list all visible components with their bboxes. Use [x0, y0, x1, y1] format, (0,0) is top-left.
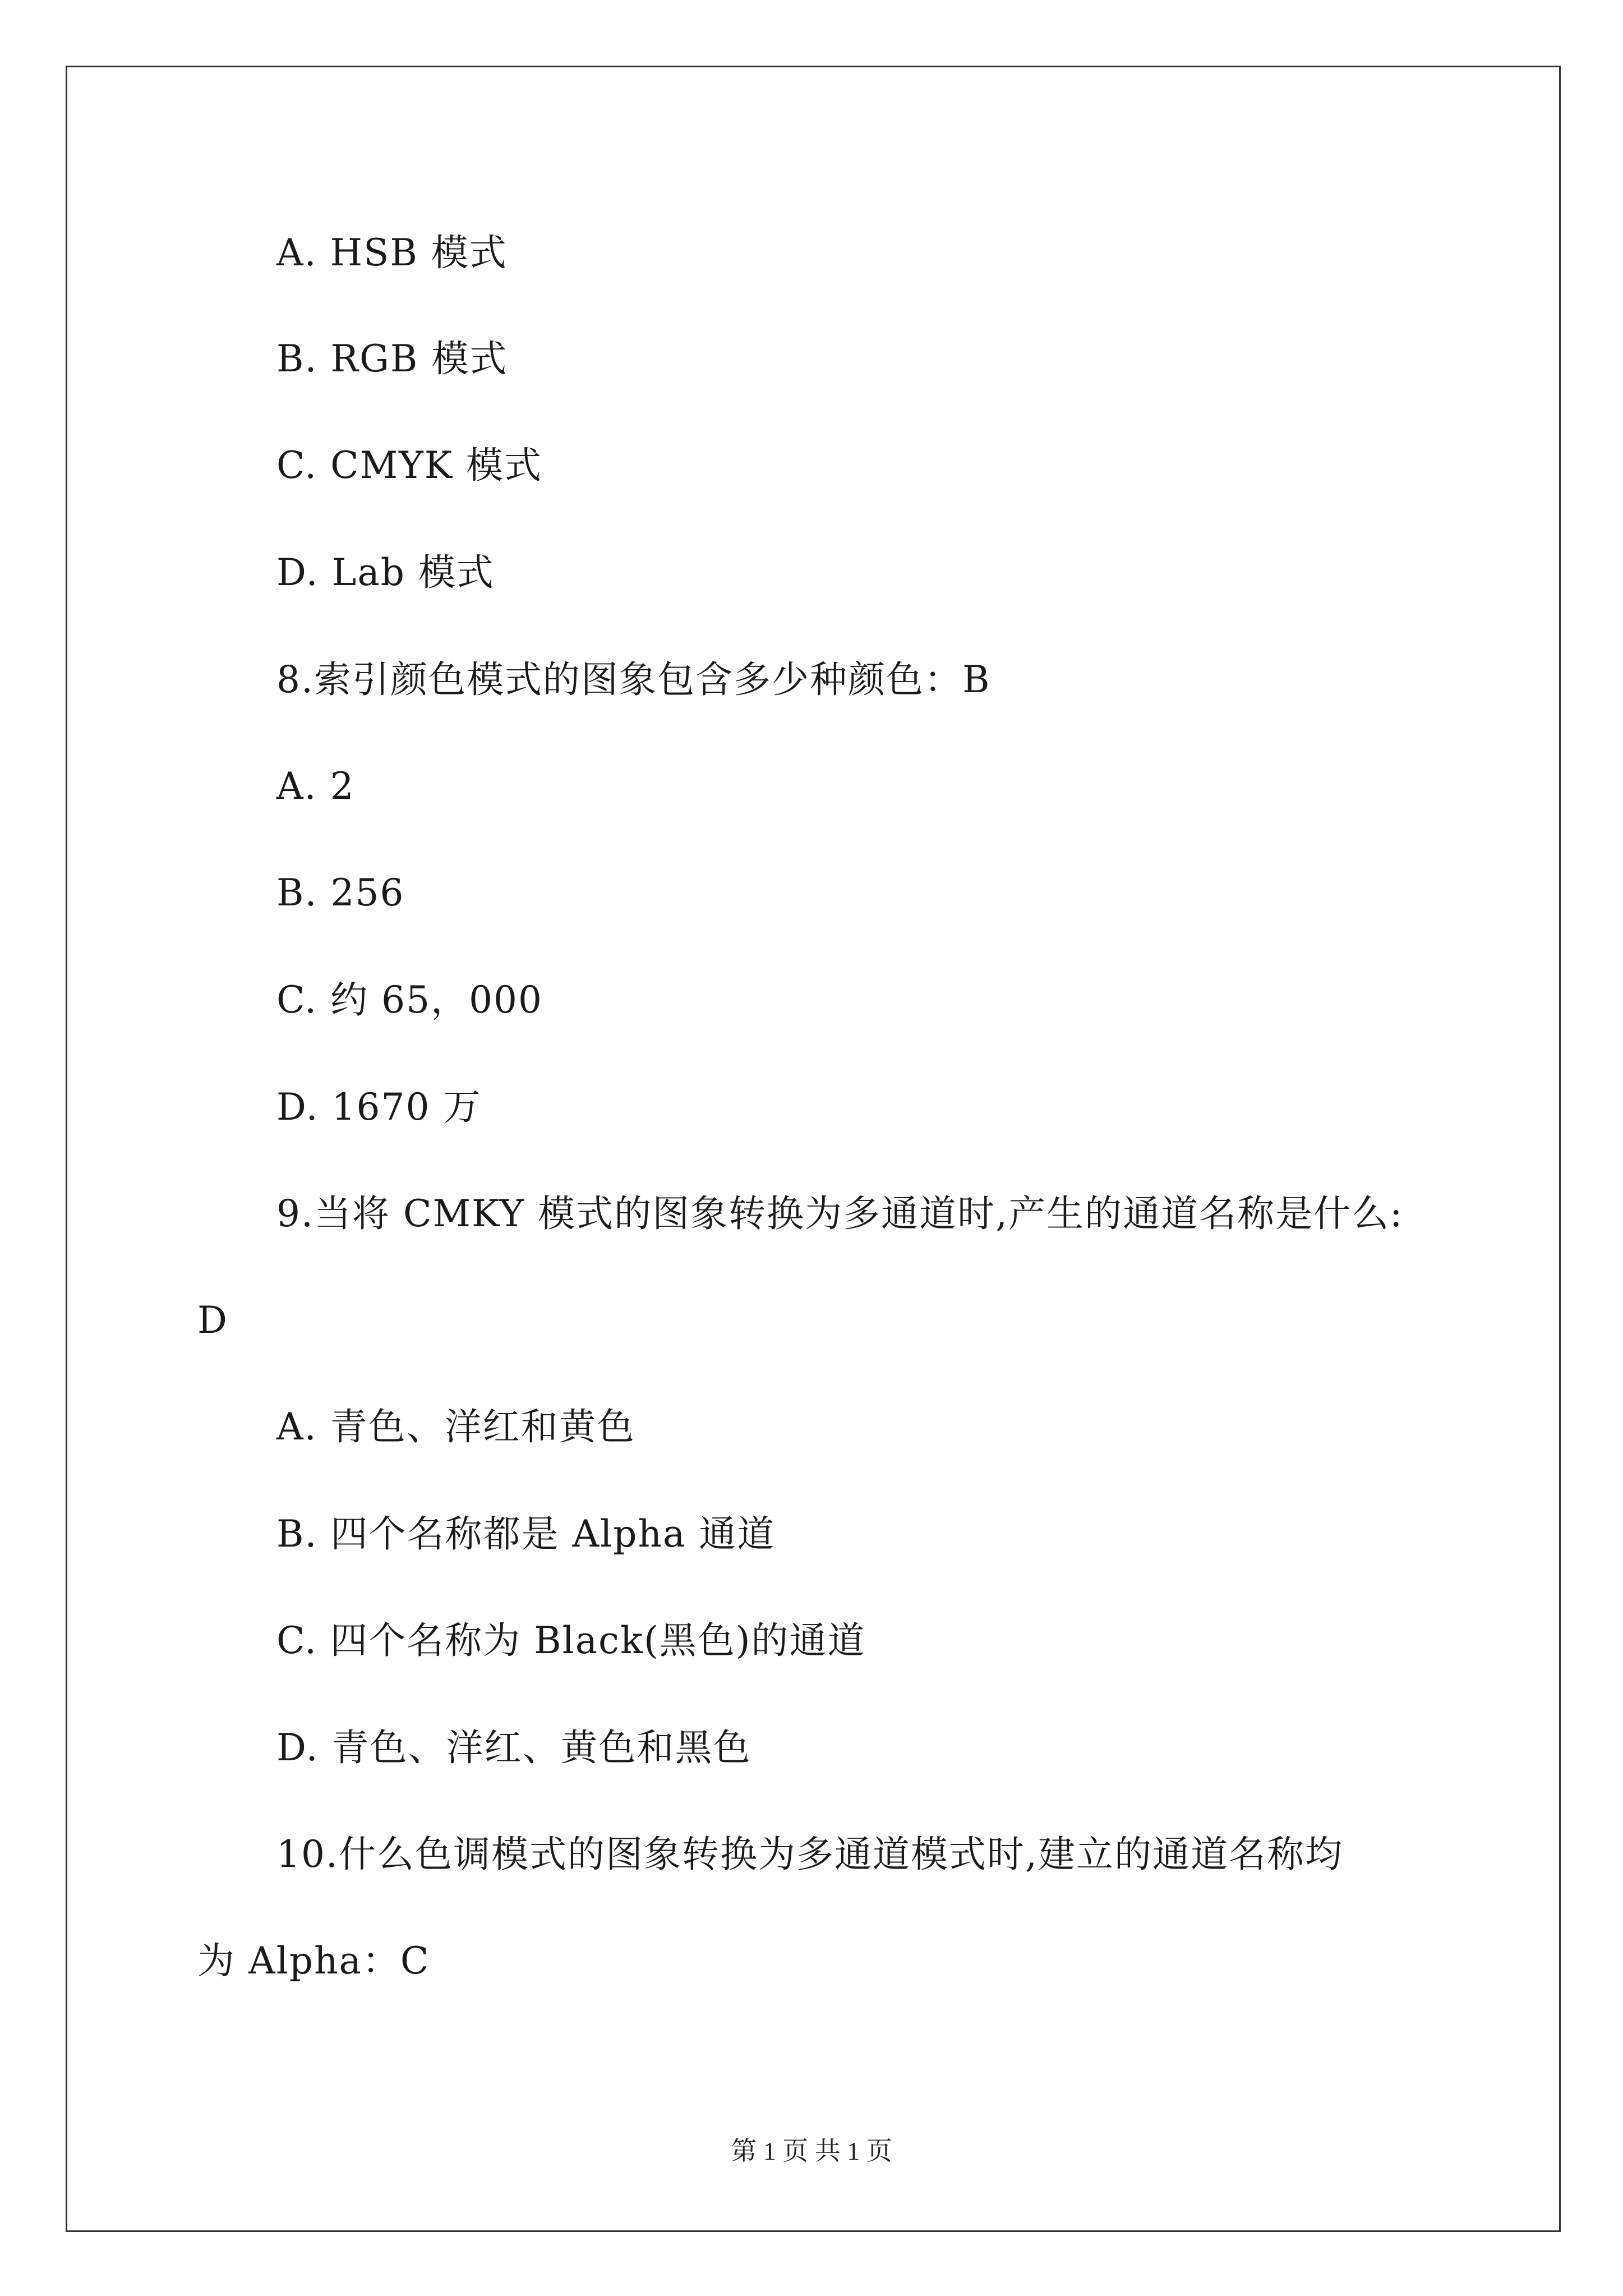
page-border: [66, 66, 1561, 2232]
q9-option-a: A. 青色、洋红和黄色: [276, 1405, 635, 1448]
q8-question: 8.索引颜色模式的图象包含多少种颜色：B: [276, 658, 991, 701]
page-number: 第 1 页 共 1 页: [731, 2137, 892, 2165]
q8-option-c: C. 约 65，000: [276, 978, 543, 1022]
q7-option-b: B. RGB 模式: [276, 337, 508, 380]
q7-option-a: A. HSB 模式: [276, 231, 508, 274]
q7-option-c: C. CMYK 模式: [276, 444, 543, 487]
q8-option-a: A. 2: [276, 765, 355, 808]
q9-option-d: D. 青色、洋红、黄色和黑色: [276, 1726, 751, 1769]
q10-question: 10.什么色调模式的图象转换为多通道模式时,建立的通道名称均: [276, 1833, 1343, 1876]
q9-question: 9.当将 CMKY 模式的图象转换为多通道时,产生的通道名称是什么:: [276, 1192, 1404, 1235]
q9-option-b: B. 四个名称都是 Alpha 通道: [276, 1512, 776, 1556]
q8-option-d: D. 1670 万: [276, 1085, 482, 1129]
q7-option-d: D. Lab 模式: [276, 551, 495, 594]
q8-option-b: B. 256: [276, 871, 405, 914]
q10-question-continued: 为 Alpha：C: [197, 1939, 430, 1982]
q9-answer: D: [197, 1299, 228, 1342]
q9-option-c: C. 四个名称为 Black(黑色)的通道: [276, 1619, 866, 1662]
